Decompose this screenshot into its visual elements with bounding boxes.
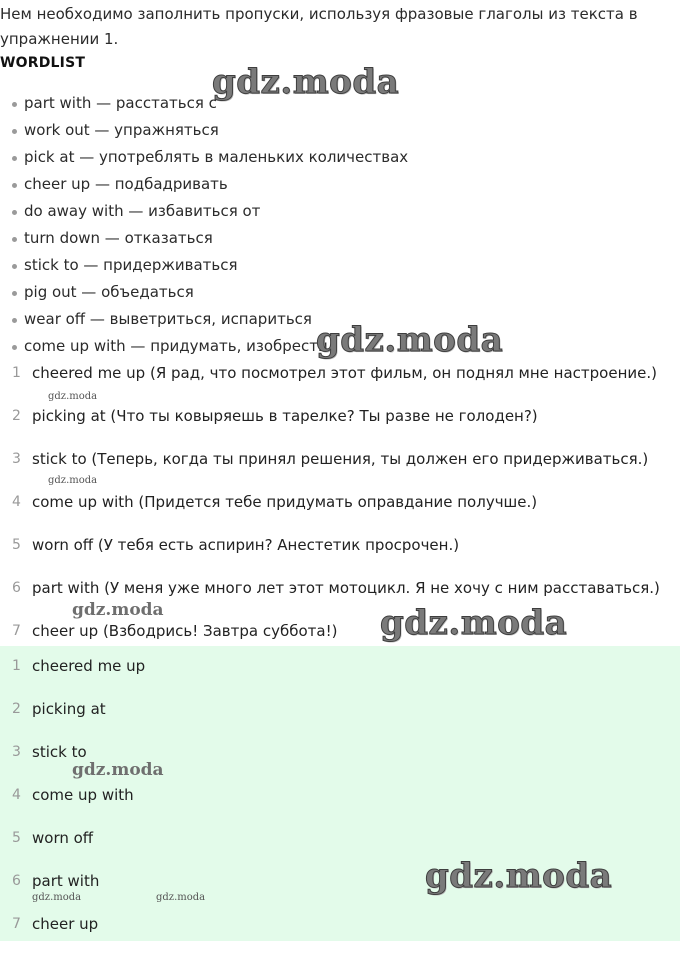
bullet-icon — [12, 291, 17, 296]
short-answer-number: 4 — [12, 787, 21, 803]
wordlist — [0, 90, 660, 360]
short-answers-list — [0, 645, 680, 946]
bullet-icon — [12, 102, 17, 107]
wordlist-item-text: come up with — придумать, изобрести — [24, 337, 328, 355]
answer-number: 2 — [12, 408, 21, 424]
wordlist-item-text: cheer up — подбадривать — [24, 175, 228, 193]
short-answer-text: stick to — [32, 743, 87, 761]
wordlist-item — [0, 279, 660, 306]
watermark-logo: gdz.moda — [48, 391, 98, 402]
wordlist-item — [0, 306, 660, 333]
bullet-icon — [12, 264, 17, 269]
wordlist-item-text: pig out — объедаться — [24, 283, 194, 301]
bullet-icon — [12, 210, 17, 215]
answer-number: 1 — [12, 365, 21, 381]
watermark-logo: gdz.moda — [72, 600, 164, 620]
wordlist-item — [0, 171, 660, 198]
short-answer-number: 3 — [12, 744, 21, 760]
bullet-icon — [12, 156, 17, 161]
wordlist-item — [0, 252, 660, 279]
answer-item — [0, 438, 680, 481]
watermark-logo: gdz.moda — [156, 892, 206, 903]
bullet-icon — [12, 345, 17, 350]
bullet-icon — [12, 318, 17, 323]
wordlist-item — [0, 198, 660, 225]
answer-number: 7 — [12, 623, 21, 639]
wordlist-item-text: pick at — употреблять в маленьких количествах — [24, 148, 409, 166]
answer-item — [0, 524, 680, 567]
answer-number: 3 — [12, 451, 21, 467]
short-answer-item — [0, 645, 680, 688]
watermark-logo: gdz.moda — [212, 62, 400, 102]
answer-number: 5 — [12, 537, 21, 553]
answer-text: come up with (Придется тебе придумать оправдание получше.) — [32, 493, 538, 511]
answer-text: stick to (Теперь, когда ты принял решения, ты должен его придерживаться.) — [32, 450, 649, 468]
bullet-icon — [12, 129, 17, 134]
answers-list — [0, 352, 680, 653]
wordlist-item — [0, 225, 660, 252]
answer-item — [0, 481, 680, 524]
wordlist-item-text: part with — расстаться с — [24, 94, 217, 112]
short-answer-text: worn off — [32, 829, 94, 847]
wordlist-item-text: do away with — избавиться от — [24, 202, 261, 220]
watermark-logo: gdz.moda — [425, 856, 613, 896]
wordlist-item-text: work out — упражняться — [24, 121, 219, 139]
wordlist-heading: WORDLIST — [0, 55, 86, 71]
short-answer-text: part with — [32, 872, 100, 890]
short-answer-text: cheer up — [32, 915, 99, 933]
short-answer-text: picking at — [32, 700, 106, 718]
watermark-logo: gdz.moda — [316, 320, 504, 360]
answer-text: picking at (Что ты ковыряешь в тарелке? Ты разве не голоден?) — [32, 407, 538, 425]
short-answer-item — [0, 860, 680, 903]
watermark-logo: gdz.moda — [32, 892, 82, 903]
short-answer-number: 5 — [12, 830, 21, 846]
short-answer-text: come up with — [32, 786, 134, 804]
wordlist-item-text: wear off — выветриться, испариться — [24, 310, 312, 328]
answer-text: worn off (У тебя есть аспирин? Анестетик просрочен.) — [32, 536, 460, 554]
exercise-instructions: Нем необходимо заполнить пропуски, используя фразовые глаголы из текста в упражнении 1. — [0, 5, 638, 48]
wordlist-item-text: stick to — придерживаться — [24, 256, 238, 274]
answer-number: 6 — [12, 580, 21, 596]
short-answer-item — [0, 774, 680, 817]
answer-text: cheered me up (Я рад, что посмотрел этот фильм, он поднял мне настроение.) — [32, 364, 657, 382]
bullet-icon — [12, 183, 17, 188]
wordlist-item — [0, 144, 660, 171]
watermark-logo: gdz.moda — [48, 475, 98, 486]
answer-item — [0, 395, 680, 438]
bullet-icon — [12, 237, 17, 242]
short-answer-text: cheered me up — [32, 657, 146, 675]
answer-text: part with (У меня уже много лет этот мотоцикл. Я не хочу с ним расставаться.) — [32, 579, 660, 597]
short-answer-item — [0, 817, 680, 860]
wordlist-item — [0, 90, 660, 117]
answer-item — [0, 567, 680, 610]
watermark-logo: gdz.moda — [380, 603, 568, 643]
answer-text: cheer up (Взбодрись! Завтра суббота!) — [32, 622, 338, 640]
wordlist-item-text: turn down — отказаться — [24, 229, 213, 247]
short-answer-number: 1 — [12, 658, 21, 674]
answer-number: 4 — [12, 494, 21, 510]
short-answer-number: 6 — [12, 873, 21, 889]
short-answer-item — [0, 903, 680, 946]
short-answer-item — [0, 688, 680, 731]
short-answer-item — [0, 731, 680, 774]
short-answer-number: 7 — [12, 916, 21, 932]
answer-item — [0, 352, 680, 395]
watermark-logo: gdz.moda — [72, 760, 164, 780]
short-answer-number: 2 — [12, 701, 21, 717]
wordlist-item — [0, 117, 660, 144]
